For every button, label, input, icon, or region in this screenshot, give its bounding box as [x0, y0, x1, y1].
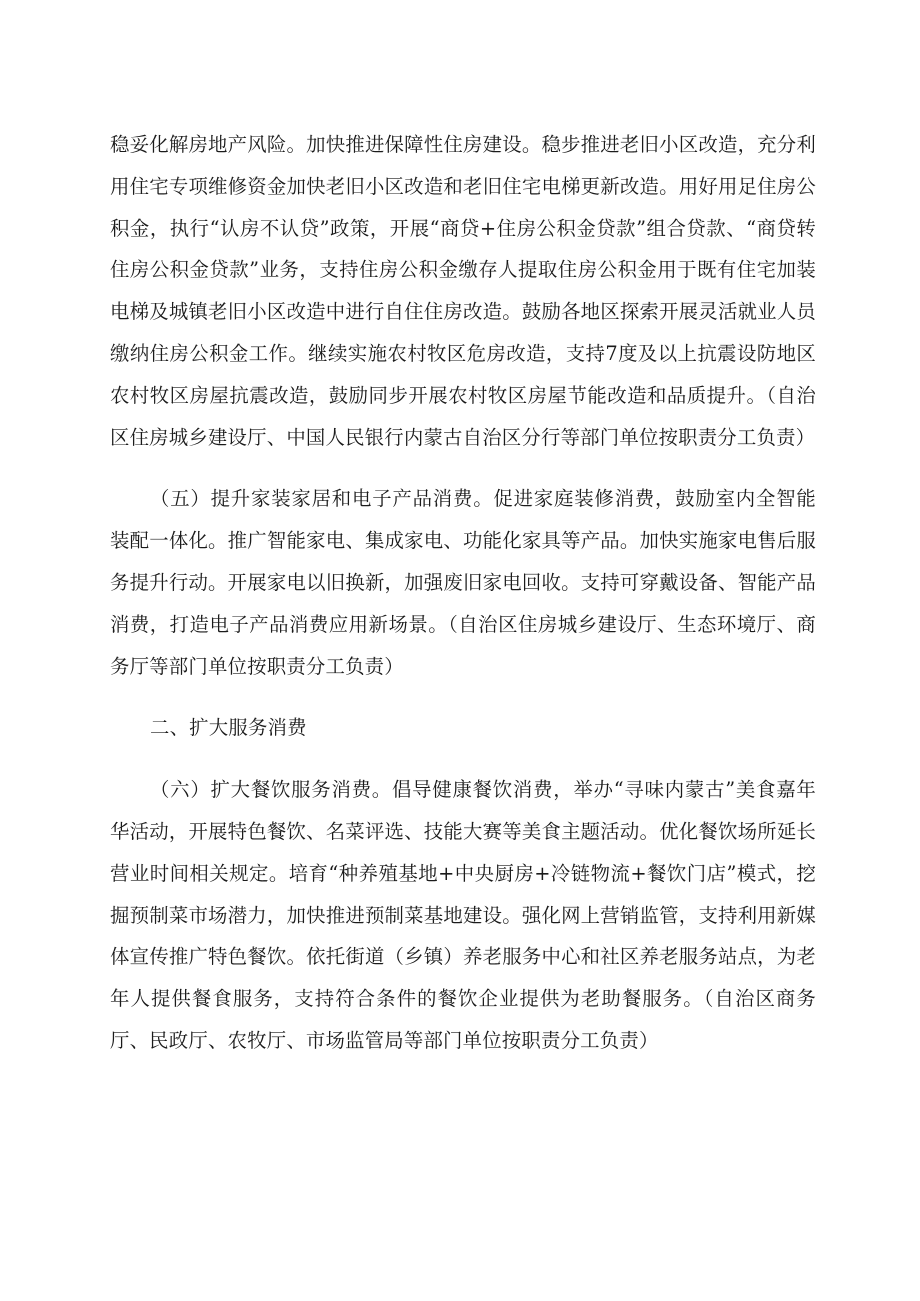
paragraph-item-5-home-furnishing: （五）提升家装家居和电子产品消费。促进家庭装修消费，鼓励室内全智能装配一体化。推广智能家电、集成家电、功能化家具等产品。加快实施家电售后服务提升行动。开展家电以旧换新，加强废旧家电回收。支持可穿戴设备、智能产品消费，打造电子产品消费应用新场景。（自治区住房城乡建设厅、生态环境厅、商务厅等部门单位按职责分工负责）: [110, 487, 816, 678]
paragraph-item-6-catering: （六）扩大餐饮服务消费。倡导健康餐饮消费，举办“寻味内蒙古”美食嘉年华活动，开展特色餐饮、名菜评选、技能大赛等美食主题活动。优化餐饮场所延长营业时间相关规定。培育“种养殖基地+中央厨房+冷链物流+餐饮门店”模式，挖掘预制菜市场潜力，加快推进预制菜基地建设。强化网上营销监管，支持利用新媒体宣传推广特色餐饮。依托街道（乡镇）养老服务中心和社区养老服务站点，为老年人提供餐食服务，支持符合条件的餐饮企业提供为老助餐服务。（自治区商务厅、民政厅、农牧厅、市场监管局等部门单位按职责分工负责）: [110, 778, 816, 1052]
document-body: [110, 124, 816, 1062]
paragraph-housing-continuation: 稳妥化解房地产风险。加快推进保障性住房建设。稳步推进老旧小区改造，充分利用住宅专项维修资金加快老旧小区改造和老旧住宅电梯更新改造。用好用足住房公积金，执行“认房不认贷”政策，开展“商贷+住房公积金贷款”组合贷款、“商贷转住房公积金贷款”业务，支持住房公积金缴存人提取住房公积金用于既有住宅加装电梯及城镇老旧小区改造中进行自住住房改造。鼓励各地区探索开展灵活就业人员缴纳住房公积金工作。继续实施农村牧区危房改造，支持7度及以上抗震设防地区农村牧区房屋抗震改造，鼓励同步开展农村牧区房屋节能改造和品质提升。（自治区住房城乡建设厅、中国人民银行内蒙古自治区分行等部门单位按职责分工负责）: [110, 133, 816, 449]
section-heading-expand-service-consumption: 二、扩大服务消费: [150, 716, 307, 740]
